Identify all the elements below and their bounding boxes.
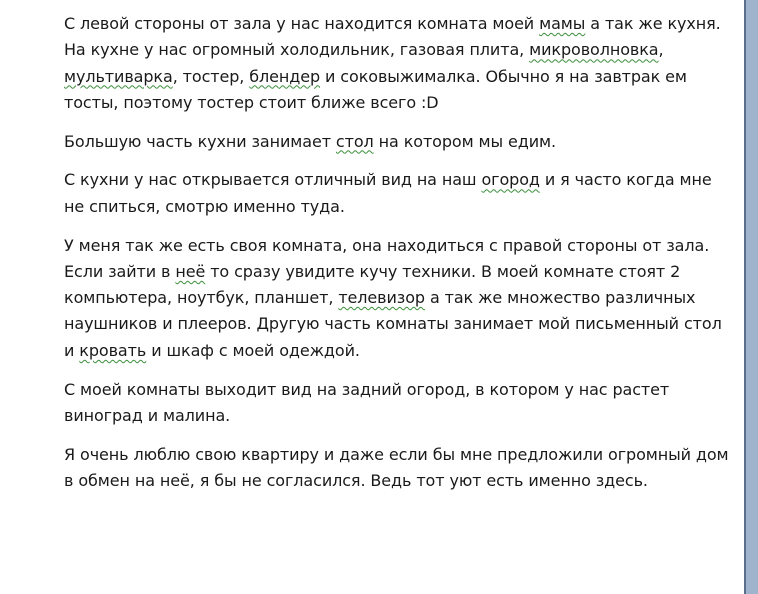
text-run: С моей комнаты выходит вид на задний огород, в котором у нас растет виноград и малина. bbox=[64, 379, 670, 425]
document-body[interactable] bbox=[64, 11, 736, 507]
spellcheck-flagged-word: неё bbox=[175, 261, 206, 281]
spellcheck-flagged-word: кровать bbox=[79, 340, 147, 360]
paragraph bbox=[64, 377, 736, 430]
spellcheck-flagged-word: мультиварка bbox=[64, 66, 173, 86]
paragraph bbox=[64, 233, 736, 364]
paragraph bbox=[64, 442, 736, 495]
window-edge bbox=[744, 0, 758, 594]
text-run: а так же кухня. На кухне у нас огромный холодильник, газовая плита, bbox=[64, 14, 721, 60]
text-run: У меня так же есть своя комната, она находиться с правой стороны от зала. Если зайти в bbox=[64, 235, 710, 281]
spellcheck-flagged-word: огород bbox=[481, 170, 540, 190]
text-run: и соковыжималка. Обычно я на завтрак ем тосты, поэтому тостер стоит ближе всего :D bbox=[64, 66, 687, 112]
text-run: , bbox=[658, 40, 664, 60]
text-run: Я очень люблю свою квартиру и даже если бы мне предложили огромный дом в обмен на неё, я бы не согласился. Ведь тот уют есть именно здесь. bbox=[64, 444, 729, 490]
text-run: , тостер, bbox=[172, 66, 250, 86]
spellcheck-flagged-word: стол bbox=[335, 131, 374, 151]
text-run: С левой стороны от зала у нас находится комната моей bbox=[64, 14, 540, 33]
paragraph bbox=[64, 129, 736, 155]
text-run: на котором мы едим. bbox=[373, 131, 557, 151]
spellcheck-flagged-word: телевизор bbox=[338, 288, 425, 308]
text-run: С кухни у нас открывается отличный вид на наш bbox=[64, 170, 482, 190]
paragraph bbox=[64, 167, 736, 220]
text-run: и шкаф с моей одеждой. bbox=[146, 340, 360, 360]
text-run: а так же множество различных наушников и плееров. Другую часть комнаты занимает мой письменный стол и bbox=[64, 288, 722, 360]
spellcheck-flagged-word: блендер bbox=[249, 66, 321, 86]
spellcheck-flagged-word: мамы bbox=[539, 14, 586, 33]
text-run: Большую часть кухни занимает bbox=[64, 131, 336, 151]
text-run: то сразу увидите кучу техники. В моей комнате стоят 2 компьютера, ноутбук, планшет, bbox=[64, 261, 681, 308]
paragraph bbox=[64, 11, 736, 116]
spellcheck-flagged-word: микроволновка bbox=[529, 40, 659, 60]
text-run: и я часто когда мне не спиться, смотрю именно туда. bbox=[64, 170, 712, 216]
